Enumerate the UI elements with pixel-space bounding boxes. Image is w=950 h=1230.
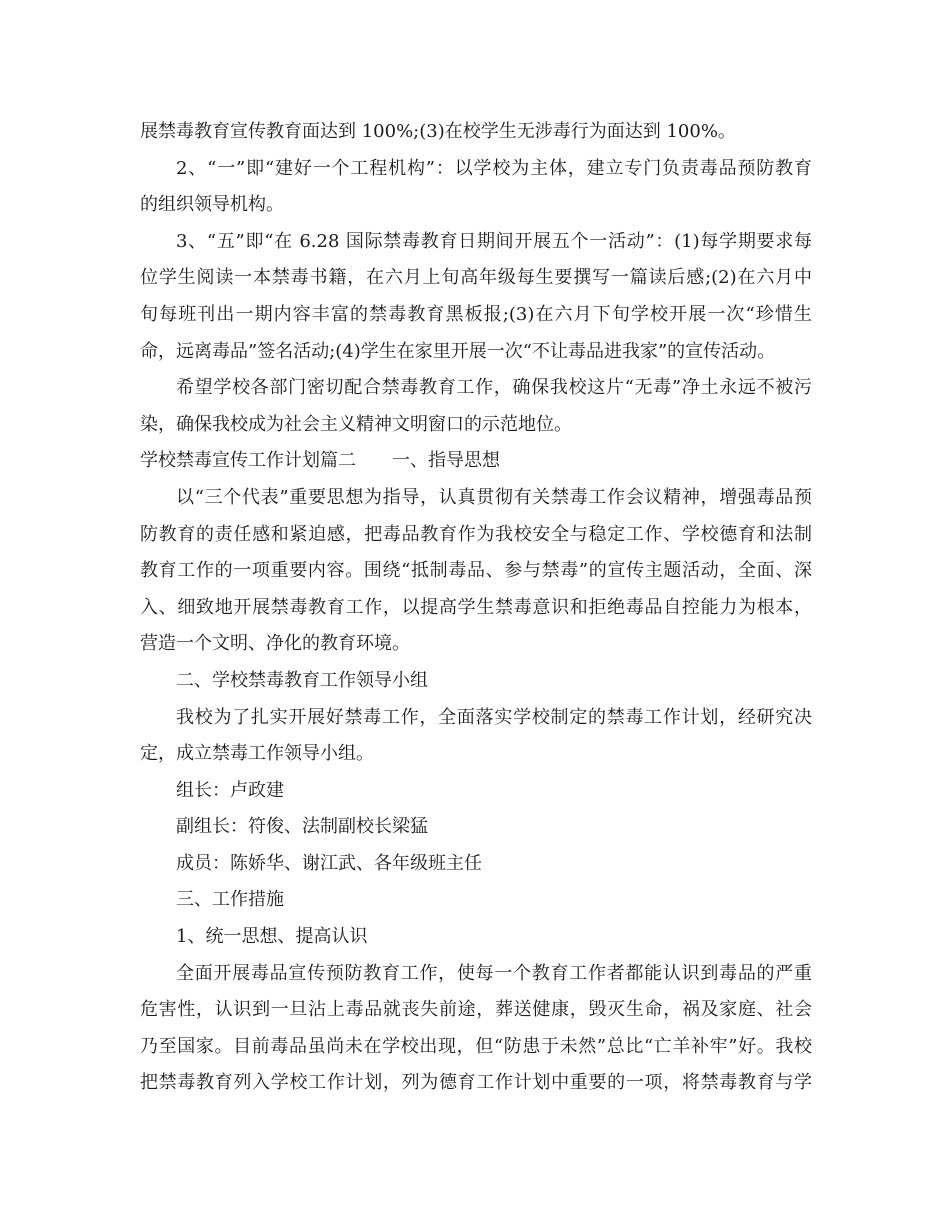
text-line-p6-l2: 定，成立禁毒工作领导小组。 <box>140 743 374 765</box>
plan-title: 学校禁毒宣传工作计划篇二 <box>140 450 356 472</box>
text-line-p2-l2: 的组织领导机构。 <box>140 194 284 216</box>
text-line-p3-l1: 3、“五”即“在 6.28 国际禁毒教育日期间开展五个一活动”：(1)每学期要求每 <box>176 230 812 252</box>
text-line-p6-l1: 我校为了扎实开展好禁毒工作，全面落实学校制定的禁毒工作计划，经研究决 <box>176 706 812 728</box>
body-text-bottom <box>140 480 812 1102</box>
text-line-p4-l1: 希望学校各部门密切配合禁毒教育工作，确保我校这片“无毒”净土永远不被污 <box>176 377 812 399</box>
text-line-p1-l1: 展禁毒教育宣传教育面达到 100%;(3)在校学生无涉毒行为面达到 100%。 <box>140 121 736 142</box>
text-line-p7-l3: 乃至国家。目前毒品虽尚未在学校出现，但“防患于未然”总比“亡羊补牢”好。我校 <box>140 1035 812 1057</box>
text-line-members: 成员：陈娇华、谢江武、各年级班主任 <box>176 852 482 874</box>
text-line-p2-l1: 2、“一”即“建好一个工程机构”：以学校为主体，建立专门负责毒品预防教育 <box>176 157 812 179</box>
section-heading-guiding-ideology: 一、指导思想 <box>392 450 500 472</box>
text-line-p4-l2: 染，确保我校成为社会主义精神文明窗口的示范地位。 <box>140 413 572 435</box>
text-line-h2: 二、学校禁毒教育工作领导小组 <box>176 669 428 691</box>
text-line-p5-l1: 以“三个代表”重要思想为指导，认真贯彻有关禁毒工作会议精神，增强毒品预 <box>176 486 812 508</box>
text-line-h3-1: 1、统一思想、提高认识 <box>176 926 368 948</box>
text-line-p5-l4: 入、细致地开展禁毒教育工作，以提高学生禁毒意识和拒绝毒品自控能力为根本， <box>140 596 812 618</box>
section-title-line <box>140 443 812 480</box>
text-line-p3-l2: 位学生阅读一本禁毒书籍，在六月上旬高年级每生要撰写一篇读后感;(2)在六月中 <box>140 267 812 289</box>
text-line-p3-l4: 命，远离毒品”签名活动;(4)学生在家里开展一次“不让毒品进我家”的宣传活动。 <box>140 340 776 362</box>
text-line-p5-l3: 教育工作的一项重要内容。围绕“抵制毒品、参与禁毒”的宣传主题活动，全面、深 <box>140 560 812 582</box>
text-line-p7-l2: 危害性，认识到一旦沾上毒品就丧失前途，葬送健康，毁灭生命，祸及家庭、社会 <box>140 999 812 1021</box>
text-line-p3-l3: 旬每班刊出一期内容丰富的禁毒教育黑板报;(3)在六月下旬学校开展一次“珍惜生 <box>140 303 812 325</box>
document-page <box>140 114 812 1102</box>
text-line-leader: 组长：卢政建 <box>176 779 284 801</box>
text-line-h3: 三、工作措施 <box>176 889 284 911</box>
text-line-deputy: 副组长：符俊、法制副校长梁猛 <box>176 816 428 838</box>
text-line-p7-l1: 全面开展毒品宣传预防教育工作，使每一个教育工作者都能认识到毒品的严重 <box>176 962 812 984</box>
text-line-p7-l4: 把禁毒教育列入学校工作计划，列为德育工作计划中重要的一项，将禁毒教育与学 <box>140 1072 812 1094</box>
body-text-top <box>140 114 812 443</box>
text-line-p5-l2: 防教育的责任感和紧迫感，把毒品教育作为我校安全与稳定工作、学校德育和法制 <box>140 523 812 545</box>
text-line-p5-l5: 营造一个文明、净化的教育环境。 <box>140 633 410 655</box>
